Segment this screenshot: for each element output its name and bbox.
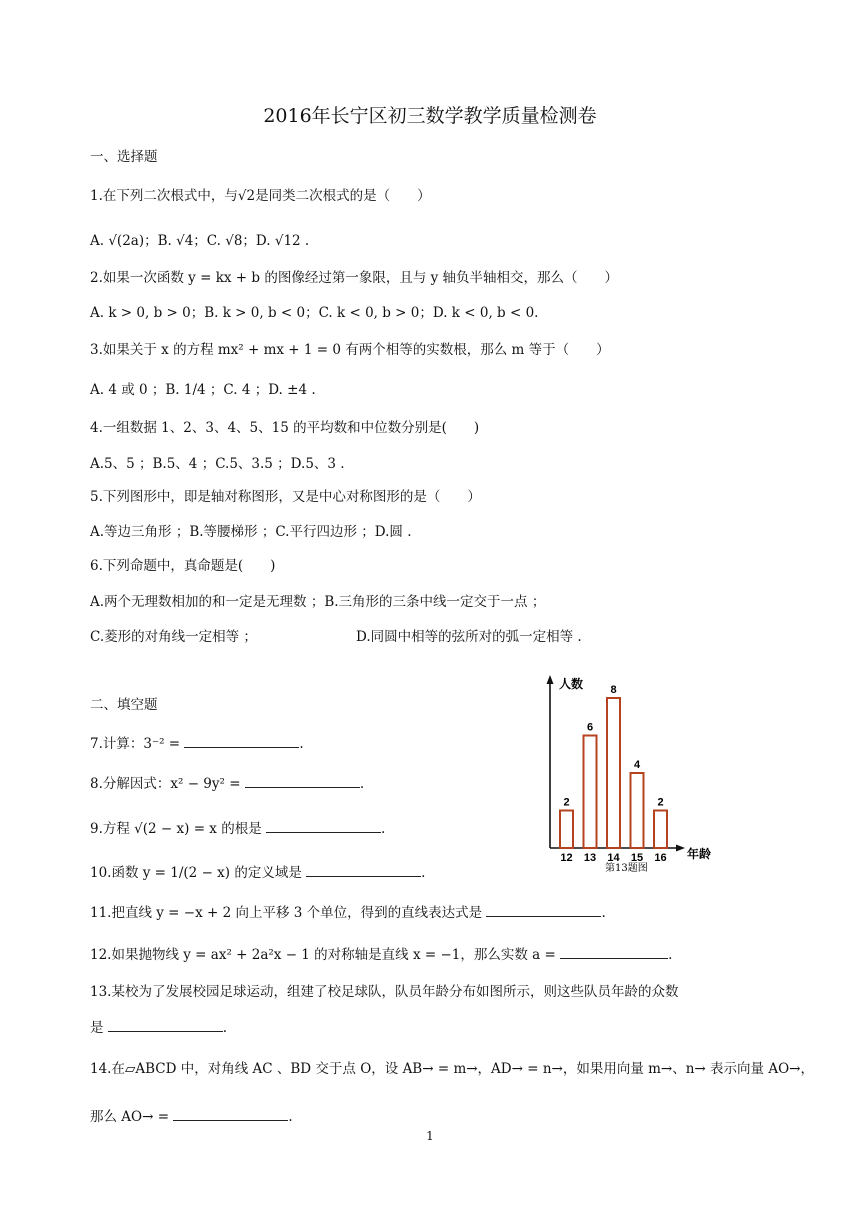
question-12-text: 12.如果抛物线 y = ax² + 2a²x − 1 的对称轴是直线 x = −1，那么实数 a = (90, 947, 556, 963)
question-12: 12.如果抛物线 y = ax² + 2a²x − 1 的对称轴是直线 x = −1，那么实数 a = . (90, 944, 672, 964)
answer-blank[interactable] (560, 944, 668, 959)
age-distribution-chart (535, 672, 735, 877)
bar-12 (560, 811, 573, 849)
page-title: 2016年长宁区初三数学教学质量检测卷 (263, 105, 597, 127)
question-1: 1.在下列二次根式中，与√2是同类二次根式的是（ ） (90, 188, 431, 204)
question-8: 8.分解因式：x² − 9y² = . (90, 773, 364, 793)
y-axis-arrow-icon (547, 675, 554, 684)
question-13-text: 是 (90, 1020, 104, 1036)
x-tick-label: 13 (583, 852, 597, 864)
answer-blank[interactable] (108, 1017, 223, 1032)
section-choice-heading: 一、选择题 (90, 149, 158, 165)
bar-value-label: 2 (657, 796, 664, 809)
x-tick-label: 12 (560, 852, 573, 864)
bars-group (560, 684, 667, 864)
bar-14 (607, 698, 620, 848)
question-14-text: 那么 AO→ = (90, 1109, 170, 1125)
x-tick-label: 16 (654, 852, 667, 864)
y-axis-label: 人数 (559, 677, 584, 691)
question-11: 11.把直线 y = −x + 2 向上平移 3 个单位，得到的直线表达式是 . (90, 902, 606, 922)
answer-blank[interactable] (266, 818, 381, 833)
x-axis-label: 年龄 (687, 847, 712, 861)
answer-blank[interactable] (173, 1106, 288, 1121)
x-tick-label: 15 (630, 852, 644, 864)
question-14-line1: 14.在▱ABCD 中，对角线 AC 、BD 交于点 O，设 AB→ = m→，AD→ = n→，如果用向量 m→、n→ 表示向量 AO→， (90, 1061, 814, 1077)
bar-16 (654, 811, 667, 849)
question-9-text: 9.方程 √(2 − x) = x 的根是 (90, 821, 262, 837)
question-3: 3.如果关于 x 的方程 mx² + mx + 1 = 0 有两个相等的实数根，那么 m 等于（ ） (90, 342, 610, 358)
question-5: 5.下列图形中，即是轴对称图形，又是中心对称图形的是（ ） (90, 489, 481, 505)
question-2-options: A. k > 0, b > 0；B. k > 0, b < 0；C. k < 0, b > 0；D. k < 0, b < 0. (90, 305, 539, 321)
x-tick-label: 14 (607, 852, 620, 864)
section-fill-heading: 二、填空题 (90, 697, 158, 713)
question-6-option-d: D.同圆中相等的弦所对的弧一定相等 . (356, 629, 582, 645)
bar-value-label: 8 (610, 684, 617, 696)
page-number: 1 (426, 1129, 434, 1143)
question-11-text: 11.把直线 y = −x + 2 向上平移 3 个单位，得到的直线表达式是 (90, 905, 483, 921)
question-9: 9.方程 √(2 − x) = x 的根是 . (90, 818, 385, 838)
question-7-text: 7.计算：3⁻² = (90, 736, 181, 752)
answer-blank[interactable] (184, 733, 299, 748)
question-5-options: A.等边三角形 ；B.等腰梯形 ；C.平行四边形 ；D.圆 . (90, 524, 412, 540)
question-6-option-c: C.菱形的对角线一定相等 ； (90, 629, 257, 645)
bar-value-label: 2 (563, 796, 570, 809)
question-13-line2: 是 . (90, 1017, 227, 1037)
bar-15 (631, 773, 644, 848)
question-10-text: 10.函数 y = 1/(2 − x) 的定义域是 (90, 865, 302, 881)
question-6: 6.下列命题中，真命题是( ) (90, 558, 276, 574)
chart-caption: 第13题图 (605, 863, 648, 874)
question-14-line2: 那么 AO→ = . (90, 1106, 293, 1126)
bar-value-label: 4 (633, 759, 641, 771)
question-4: 4.一组数据 1、2、3、4、5、15 的平均数和中位数分别是( ) (90, 420, 480, 436)
question-1-options: A. √(2a)；B. √4；C. √8；D. √12 . (90, 233, 310, 249)
question-8-text: 8.分解因式：x² − 9y² = (90, 776, 241, 792)
question-2: 2.如果一次函数 y = kx + b 的图像经过第一象限，且与 y 轴负半轴相交，那么（ ） (90, 270, 619, 286)
x-axis-arrow-icon (676, 845, 685, 852)
question-3-options: A. 4 或 0 ；B. 1/4 ；C. 4 ；D. ±4 . (90, 382, 316, 398)
question-13-line1: 13.某校为了发展校园足球运动，组建了校足球队，队员年龄分布如图所示，则这些队员年龄的众数 (90, 984, 679, 1000)
answer-blank[interactable] (245, 773, 360, 788)
bar-value-label: 6 (586, 721, 594, 734)
question-10: 10.函数 y = 1/(2 − x) 的定义域是 . (90, 862, 425, 882)
question-4-options: A.5、5 ；B.5、4 ；C.5、3.5 ；D.5、3 . (90, 456, 345, 472)
bar-13 (584, 736, 597, 849)
answer-blank[interactable] (486, 902, 601, 917)
answer-blank[interactable] (306, 862, 421, 877)
question-6-options-ab: A.两个无理数相加的和一定是无理数 ；B.三角形的三条中线一定交于一点 ； (90, 594, 546, 610)
question-7: 7.计算：3⁻² = . (90, 733, 304, 753)
